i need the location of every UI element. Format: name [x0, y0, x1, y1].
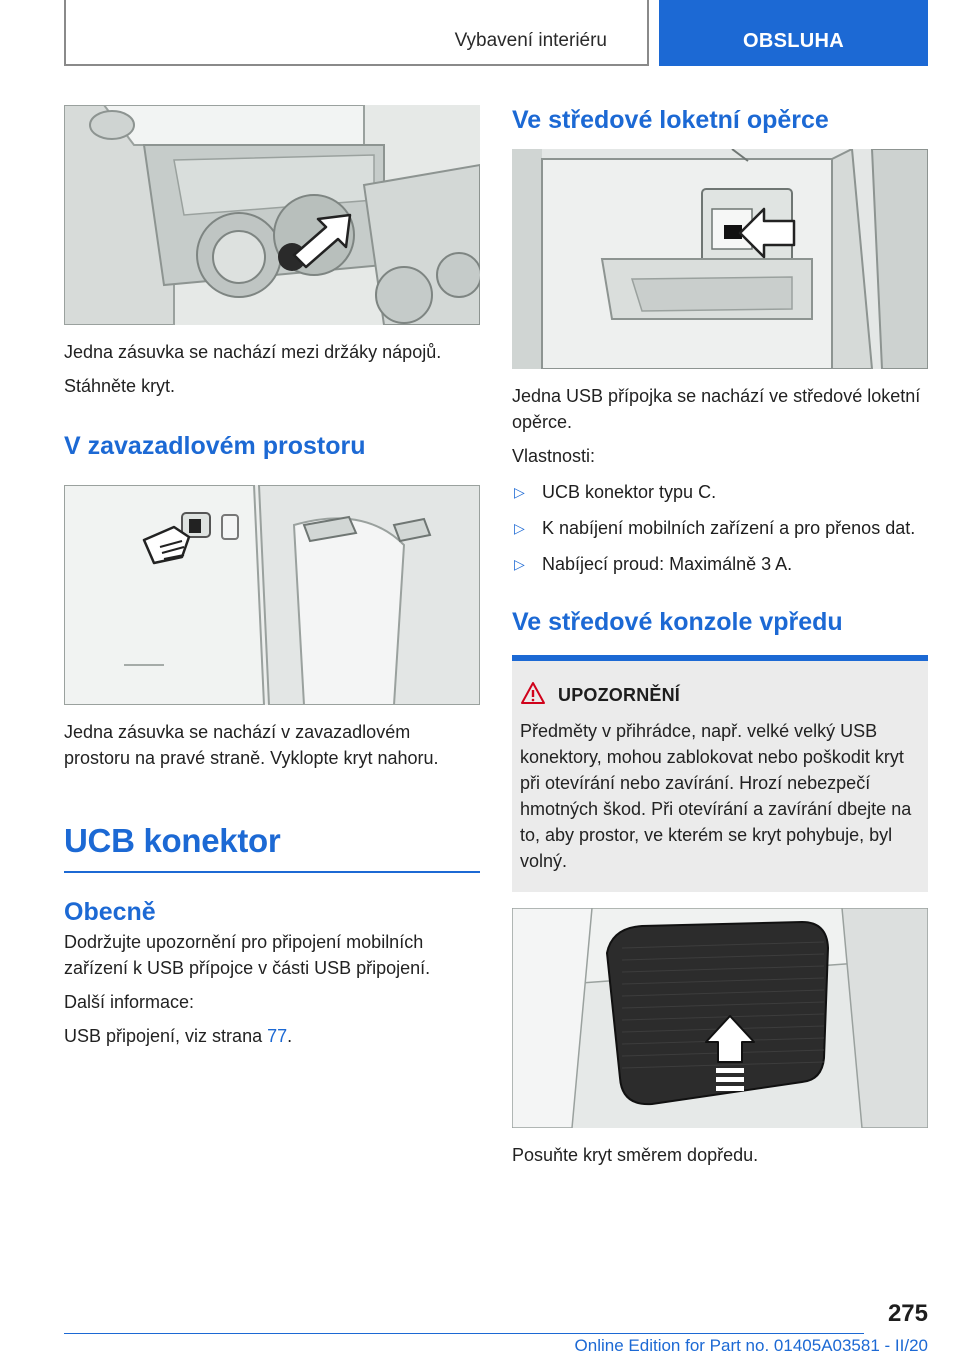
warning-box: [512, 661, 928, 892]
list-item-text: UCB konektor typu C.: [542, 482, 717, 502]
armrest-caption: Jedna USB přípojka se nachází ve středové loketní opěrce.: [512, 386, 921, 432]
warning-title: UPOZORNĚNÍ: [558, 685, 681, 705]
header-chapter-tab[interactable]: OBSLUHA: [659, 0, 928, 66]
page-header: [64, 0, 928, 66]
trunk-caption: Jedna zásuvka se nachází v zavazadlovém prostoru na pravé straně. Vyklopte kryt nahoru.: [64, 722, 439, 768]
usb-reference-suffix: .: [287, 1026, 293, 1046]
list-item: [512, 551, 928, 577]
header-section-box: [64, 0, 649, 66]
right-column: [512, 105, 928, 1168]
left-column: [64, 105, 480, 1049]
warning-triangle-icon: [520, 681, 546, 710]
trunk-socket-illustration: [64, 485, 480, 705]
armrest-heading: Ve středové loketní opěrce: [512, 106, 829, 134]
list-item-text: Nabíjecí proud: Maximálně 3 A.: [542, 554, 793, 574]
general-text: Dodržujte upozornění pro připojení mobilních zařízení k USB přípojce v části USB připojení.: [64, 932, 431, 978]
cupholder-caption: Jedna zásuvka se nachází mezi držáky nápojů.: [64, 342, 442, 362]
triangle-right-icon: ▷: [514, 484, 525, 500]
triangle-right-icon: ▷: [514, 556, 525, 572]
console-heading: Ve středové konzole vpředu: [512, 608, 843, 636]
general-heading: Obecně: [64, 898, 156, 926]
console-cover-illustration: [512, 908, 928, 1128]
usb-reference-page-link[interactable]: 77: [267, 1026, 288, 1046]
footer-edition: Online Edition for Part no. 01405A03581 - II/20: [574, 1336, 928, 1355]
warning-text: Předměty v přihrádce, např. velké velký USB konektory, mohou zablokovat nebo poškodit kryt při otevírání nebo zavírání. Hrozí nebezpečí hmotných škod. Při otevírání a zavírání dbejte na to, aby prostor, ve kterém se kryt pohybuje, byl volný.: [520, 721, 912, 871]
properties-list: [512, 479, 928, 577]
console-caption: Posuňte kryt směrem dopředu.: [512, 1145, 759, 1165]
cupholder-socket-illustration: [64, 105, 480, 325]
list-item: [512, 479, 928, 505]
usb-reference: [64, 1023, 480, 1049]
properties-label: Vlastnosti:: [512, 446, 596, 466]
triangle-right-icon: ▷: [514, 520, 525, 536]
footer-rule: [64, 1333, 864, 1334]
warning-header: [520, 681, 920, 710]
list-item: [512, 515, 928, 541]
cupholder-instruction: Stáhněte kryt.: [64, 376, 176, 396]
page-number: 275: [887, 1300, 928, 1327]
ucb-connector-heading: UCB konektor: [64, 822, 281, 859]
list-item-text: K nabíjení mobilních zařízení a pro přenos dat.: [542, 518, 916, 538]
trunk-heading: V zavazadlovém prostoru: [64, 432, 366, 460]
ucb-heading-rule: [64, 871, 480, 873]
usb-reference-text: USB připojení, viz strana: [64, 1026, 268, 1046]
header-section-title: Vybavení interiéru: [454, 30, 607, 51]
armrest-usb-illustration: [512, 149, 928, 369]
more-info-label: Další informace:: [64, 992, 195, 1012]
